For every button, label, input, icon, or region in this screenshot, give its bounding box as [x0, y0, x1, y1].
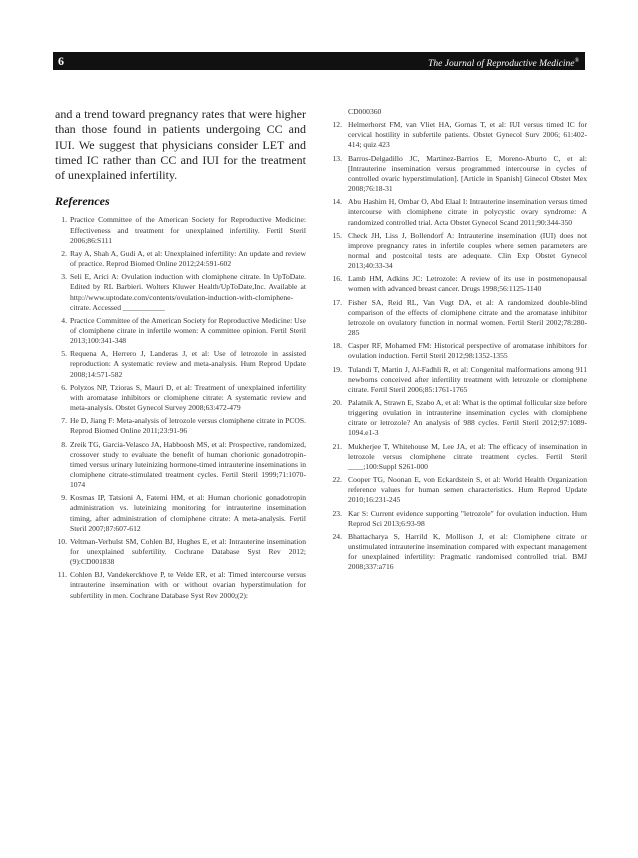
reference-item	[55, 316, 306, 346]
reference-continuation-text: CD000360	[348, 107, 382, 116]
reference-text: Palatnik A, Strawn E, Szabo A, et al: What is the optimal follicular size before triggering ovulation in intrauterine insemination cycles with clomiphene citrate or letrozole? An analysis of 988 cycles. Fertil Steril 2012;97:1089-1094.e1-3	[348, 398, 587, 438]
reference-number: 17.	[332, 297, 342, 307]
reference-number: 20.	[332, 398, 342, 408]
reference-item	[55, 249, 306, 269]
reference-text: Cooper TG, Noonan E, von Eckardstein S, et al: World Health Organization reference values for human semen characteristics. Hum Reprod Update 2010;16:231-245	[348, 475, 587, 505]
reference-item	[55, 272, 306, 312]
reference-item	[55, 349, 306, 379]
reference-number: 9.	[61, 493, 67, 503]
reference-text: Practice Committee of the American Society for Reproductive Medicine: Effectiveness and treatment for unexplained infertility. Fertil Steril 2006;86:S111	[70, 215, 306, 245]
reference-item	[331, 365, 587, 395]
reference-text: Cohlen BJ, Vandekerckhove P, te Velde ER, et al: Timed intercourse versus intrauterine insemination with or without ovarian hyperstimulation for subfertility in men. Cochrane Database Syst Rev 2000;(2):	[70, 570, 306, 600]
reference-item	[331, 120, 587, 150]
reference-text: Practice Committee of the American Society for Reproductive Medicine: Use of clomiphene citrate in infertile women: A committee opinion. Fertil Steril 2013;100:341-348	[70, 315, 306, 346]
reference-text: Fisher SA, Reid RL, Van Vugt DA, et al: A randomized double-blind comparison of the effects of clomiphene citrate and the aromatase inhibitor letrozole on ovulatory function in normal women. Fertil Steril 2002;78:280-285	[348, 297, 587, 337]
reference-item	[331, 442, 587, 472]
reference-number: 7.	[61, 416, 67, 426]
reference-item	[331, 154, 587, 194]
references-heading: References	[55, 194, 110, 209]
journal-title	[428, 52, 579, 73]
reference-text: Abu Hashim H, Ombar O, Abd Elaal I: Intrauterine insemination versus timed intercourse with clomiphene citrate in polycystic ovary syndrome: A randomized controlled trial. Acta Obstet Gynecol Scand 2011;90:344-350	[348, 197, 587, 227]
reference-text: Ray A, Shah A, Gudi A, et al: Unexplained infertility: An update and review of practice. Reprod Biomed Online 2012;24:591-602	[70, 248, 306, 269]
reference-number: 2.	[61, 248, 67, 258]
reference-item	[55, 416, 306, 436]
reference-item	[331, 341, 587, 361]
intro-paragraph: and a trend toward pregnancy rates that were higher than those found in patients undergoing CC and IUI. We suggest that physicians consider LET and timed IC rather than CC and IUI for the treatment of unexplained infertility.	[55, 107, 306, 183]
reference-item	[55, 537, 306, 567]
reference-number: 8.	[61, 439, 67, 449]
page-header-bar	[53, 52, 585, 70]
reference-number: 23.	[332, 508, 342, 518]
reference-number: 16.	[332, 274, 342, 284]
reference-text: Tulandi T, Martin J, Al-Fadhli R, et al: Congenital malformations among 911 newborns conceived after infertility treatment with letrozole or clomiphene citrate. Fertil Steril 2006;85:1761-1765	[348, 364, 587, 394]
reference-number: 18.	[332, 341, 342, 351]
reference-text: Check JH, Liss J, Bollendorf A: Intrauterine insemination (IUI) does not improve pregnancy rates in infertile couples where semen parameters are normal and postcoital tests are adequate. Clin Exp Obstet Gynecol 2013;40:33-34	[348, 230, 587, 271]
reference-number: 15.	[332, 230, 342, 240]
reference-item	[331, 475, 587, 505]
reference-number: 3.	[61, 272, 67, 282]
reference-item	[331, 509, 587, 529]
reference-continuation	[331, 107, 587, 117]
reference-number: 14.	[332, 197, 342, 207]
reference-item	[331, 197, 587, 227]
registered-mark: ®	[574, 58, 579, 64]
reference-item	[331, 398, 587, 438]
reference-number: 4.	[61, 315, 67, 325]
reference-item	[331, 298, 587, 338]
reference-text: Lamb HM, Adkins JC: Letrozole: A review of its use in postmenopausal women with advanced breast cancer. Drugs 1998;56:1125-1140	[348, 274, 587, 294]
reference-item	[55, 215, 306, 245]
reference-number: 13.	[332, 153, 342, 163]
reference-text: Seli E, Arici A: Ovulation induction with clomiphene citrate. In UpToDate. Edited by RL Barbieri. Wolters Kluwer Health/UpToDate,Inc. Available at http://www.uptodate.com/contents/ovulation-induction-with-clomiphene-citrate. Accessed ___________	[70, 272, 306, 312]
reference-number: 5.	[61, 349, 67, 359]
reference-number: 24.	[332, 532, 342, 541]
reference-text: Zreik TG, Garcia-Velasco JA, Habboosh MS, et al: Prospective, randomized, crossover study to evaluate the benefit of human chorionic gonadotropin-timed versus urinary luteinizing hormone-timed intrauterine inseminations in clomiphene citrate-stimulated treatment cycles. Fertil Steril 1999;71:1070-1074	[70, 439, 306, 490]
journal-title-text: The Journal of Reproductive Medicine	[428, 59, 575, 70]
references-list-right	[331, 107, 587, 572]
reference-text: Requena A, Herrero J, Landeras J, et al: Use of letrozole in assisted reproduction: A systematic review and meta-analysis. Hum Reprod Update 2008;14:571-582	[70, 349, 306, 379]
left-column	[55, 107, 306, 604]
reference-text: Veltman-Verhulst SM, Cohlen BJ, Hughes E, et al: Intrauterine insemination for unexplained subfertility. Cochrane Database Syst Rev 2012;(9):CD001838	[70, 536, 306, 567]
reference-number: 1.	[61, 215, 67, 225]
reference-item	[331, 532, 587, 572]
reference-text: Kosmas IP, Tatsioni A, Fatemi HM, et al: Human chorionic gonadotropin administration vs. luteinizing monitoring for intrauterine insemination timing, after administration of clomiphene citrate: A meta-analysis. Fertil Steril 2007;87:607-612	[70, 493, 306, 533]
reference-text: Barros-Delgadillo JC, Martinez-Barrios E, Moreno-Aburto C, et al: [Intrauterine insemination versus programmed intercourse in cycles of controlled ovaric hyperstimulation]. [Article in Spanish] Ginecol Obstet Mex 2008;76:18-31	[348, 153, 587, 194]
reference-text: Kar S: Current evidence supporting "letrozole" for ovulation induction. Hum Reprod Sci 2013;6:93-98	[348, 508, 587, 528]
reference-text: Mukherjee T, Whitehouse M, Lee JA, et al: The efficacy of insemination in letrozole versus clomiphene citrate treatment cycles. Fertil Steril ____;100:Suppl S261-000	[348, 441, 587, 471]
reference-number: 10.	[57, 536, 67, 546]
reference-item	[55, 493, 306, 533]
reference-item	[55, 570, 306, 600]
reference-text: He D, Jiang F: Meta-analysis of letrozole versus clomiphene citrate in PCOS. Reprod Biomed Online 2011;23:91-96	[70, 416, 306, 436]
reference-item	[331, 274, 587, 294]
reference-number: 12.	[332, 120, 342, 130]
reference-text: Bhattacharya S, Harrild K, Mollison J, et al: Clomiphene citrate or unstimulated intrauterine insemination compared with expectant management for unexplained infertility: Pragmatic randomised controlled trial. BMJ 2008;337:a716	[348, 532, 587, 572]
reference-number: 6.	[61, 382, 67, 392]
reference-number: 21.	[332, 441, 342, 451]
right-column	[331, 107, 587, 576]
reference-text: Helmerhorst FM, van Vliet HA, Gornas T, et al: IUI versus timed IC for cervical hostility in subfertile patients. Obstet Gynecol Surv 2006; 61:402-414; quiz 423	[348, 120, 587, 150]
reference-number: 22.	[332, 475, 342, 485]
page-number: 6	[58, 54, 64, 68]
references-list-left	[55, 215, 306, 600]
reference-text: Polyzos NP, Tzioras S, Mauri D, et al: Treatment of unexplained infertility with aromatase inhibitors or clomiphene citrate: A systematic review and meta-analysis. Obstet Gynecol Survey 2008;63:472-479	[70, 382, 306, 413]
reference-item	[331, 231, 587, 271]
reference-item	[55, 440, 306, 490]
reference-item	[55, 383, 306, 413]
reference-text: Casper RF, Mohamed FM: Historical perspective of aromatase inhibitors for ovulation induction. Fertil Steril 2012;98:1352-1355	[348, 341, 587, 361]
reference-number: 19.	[332, 364, 342, 374]
reference-number: 11.	[57, 570, 67, 580]
